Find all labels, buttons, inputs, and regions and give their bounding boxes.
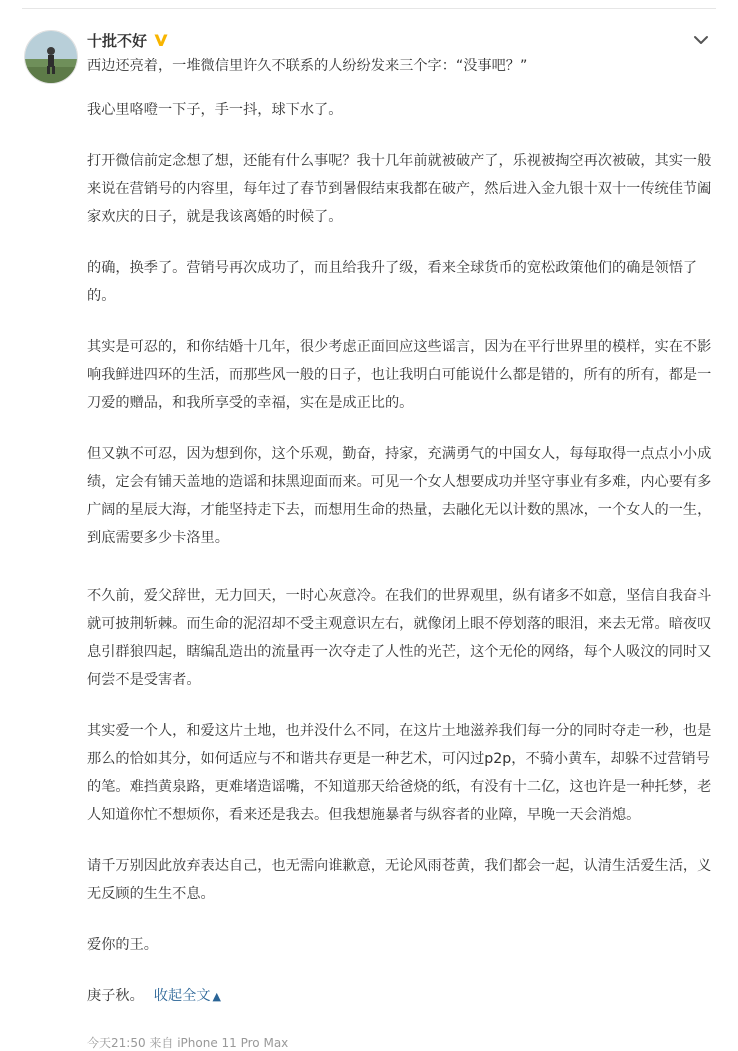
signature: 庚子秋。 [87,988,144,1004]
username[interactable]: 十批不好 [87,31,148,50]
chevron-down-icon[interactable] [692,33,710,47]
avatar-photo-icon [25,31,77,83]
post-paragraph: 请千万别因此放弃表达自己，也无需向谁歉意，无论风雨苍黄，我们都会一起，认清生活爱生活，义无反顾的生生不息。 [87,858,712,902]
collapse-full-text-link[interactable] [154,982,221,1011]
post-paragraph: 不久前，爱父辞世，无力回天，一时心灰意冷。在我们的世界观里，纵有诸多不如意，坚信自我奋斗就可披荆斩棘。而生命的泥沼却不受主观意识左右，就像闭上眼不停划落的眼泪，来去无常。暗夜叹息引群狼四起，瞎编乱造出的流量再一次夺走了人性的光芒，这个无伦的网络，每个人吸汶的同时又何尝不是受害者。 [87,588,712,688]
post-paragraph: 的确，换季了。营销号再次成功了，而且给我升了级，看来全球货币的宽松政策他们的确是领悟了的。 [87,260,698,304]
post-content [87,52,712,1011]
collapse-label: 收起全文 [153,988,211,1004]
post-paragraph: 其实爱一个人，和爱这片土地，也并没什么不同，在这片土地滋养我们每一分的同时夺走一秒，也是那么的恰如其分，如何适应与不和谐共存更是一种艺术，可闪过p2p，不骑小黄车，却躲不过营销号的笔。难挡黄泉路，更难堵造谣嘴，不知道那天给爸烧的纸，有没有十二亿，这也许是一种托梦，老人知道你忙不想烦你，看来还是我去。但我想施暴者与纵容者的业障，早晚一天会消熄。 [87,723,712,823]
post-paragraph: 我心里咯噔一下子，手一抖，球下水了。 [87,102,343,118]
caret-up-icon: ▲ [212,990,221,1003]
avatar[interactable] [24,30,78,84]
post-meta: 今天21:50 来自 iPhone 11 Pro Max [87,1036,289,1050]
post-paragraph: 爱你的王。 [87,937,158,953]
post-paragraph: 其实是可忍的，和你结婚十几年，很少考虑正面回应这些谣言，因为在平行世界里的模样，实在不影响我鲜进四环的生活，而那些风一般的日子，也让我明白可能说什么都是错的，所有的所有，都是一刀爱的赠品，和我所享受的幸福，实在是成正比的。 [87,339,712,411]
username-row [87,27,169,53]
verified-v-badge-icon [153,32,169,48]
signature-row [87,982,712,1011]
top-divider [22,8,716,9]
post-paragraph: 但又孰不可忍，因为想到你，这个乐观，勤奋，持家，充满勇气的中国女人，每每取得一点点小小成绩，定会有铺天盖地的造谣和抹黑迎面而来。可见一个女人想要成功并坚守事业有多难，内心要有多广阔的星辰大海，才能坚持走下去，而想用生命的热量，去融化无以计数的黑冰，一个女人的一生，到底需要多少卡洛里。 [87,446,712,546]
post-paragraph: 西边还亮着，一堆微信里许久不联系的人纷纷发来三个字：“没事吧？” [87,58,528,74]
post-paragraph: 打开微信前定念想了想，还能有什么事呢？我十几年前就被破产了，乐视被掏空再次被破，其实一般来说在营销号的内容里，每年过了春节到暑假结束我都在破产，然后进入金九银十双十一传统佳节阖家欢庆的日子，就是我该离婚的时候了。 [87,153,712,225]
